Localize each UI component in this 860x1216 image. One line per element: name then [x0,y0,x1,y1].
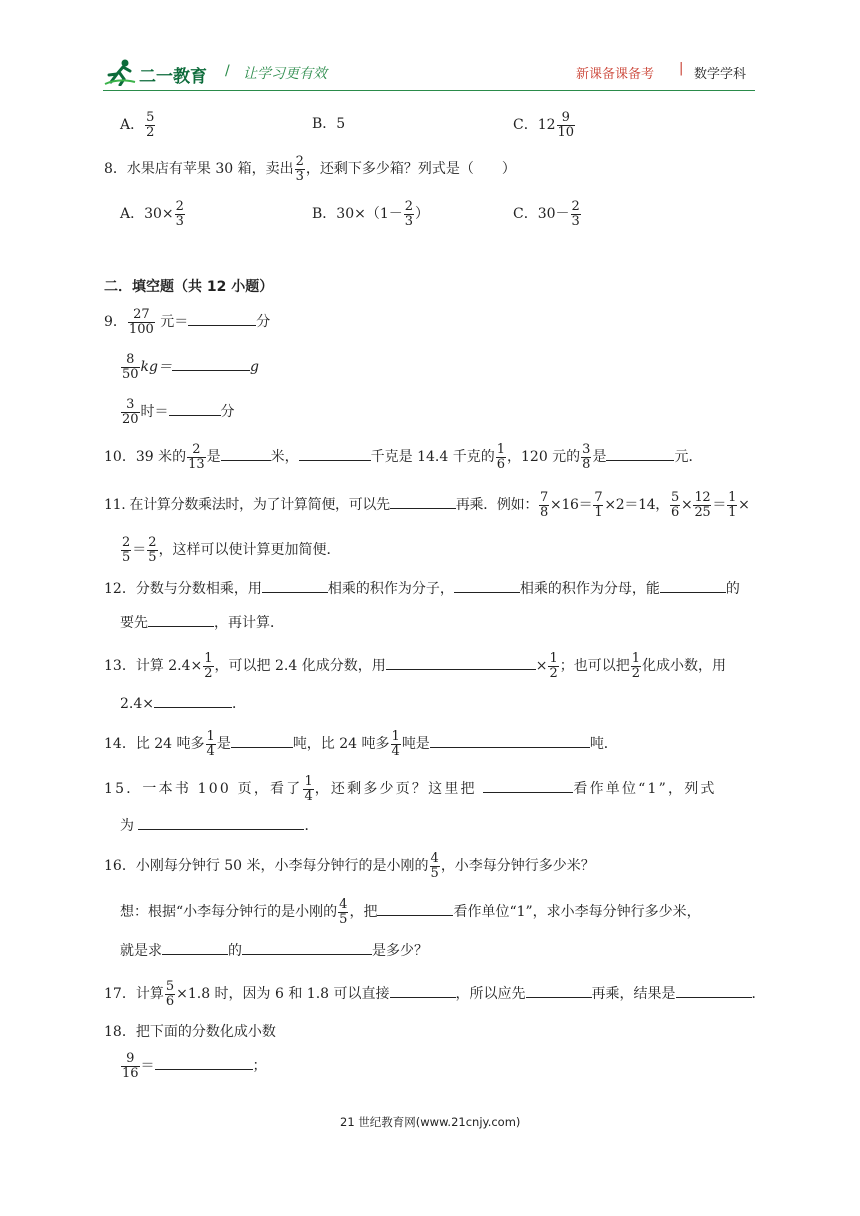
answer-blank[interactable] [221,446,271,461]
q13-line1: 13．计算 2.4× $\frac{1}{2}$ ，可以把 2.4 化成分数，用 × $\frac{1}{2}$ ；也可以把 $\frac{1}{2}$ 化成小数，用 [104,651,727,681]
q9-line1: 9． $\frac{27}{100}$ 元＝ 分 [104,307,271,337]
q12-line1: 12．分数与分数相乘，用 相乘的积作为分子， 相乘的积作为分母，能 的 [104,578,740,599]
header-separator: / [225,63,230,79]
q18-stem: 18．把下面的分数化成小数 [104,1024,276,1040]
q18-line1: $\frac{9}{16}$ ＝ ； [122,1051,267,1081]
running-figure-icon [103,58,137,86]
q11-line1: 11. 在计算分数乘法时，为了计算简便，可以先 再乘．例如： $\frac{7}{8}$ ×16＝ $\frac{7}{1}$ ×2＝14， $\frac{5}{6}$ × $\frac{12}{25}$ ＝ $\frac{1}{1}$ × [104,490,750,520]
q17: 17．计算 $\frac{5}{6}$ ×1.8 时，因为 6 和 1.8 可以直接 ，所以应先 再乘，结果是 ． [104,979,766,1009]
answer-blank[interactable] [155,1055,253,1070]
answer-blank[interactable] [162,940,228,955]
logo [103,58,213,88]
q15-line2: 为 ． [120,815,318,836]
q9-line3: $\frac{3}{20}$ 时＝ 分 [122,397,235,427]
q16-line2: 想：根据“小李每分钟行的是小刚的 $\frac{4}{5}$ ，把 看作单位“1”，求小李每分钟行多少米， [120,897,701,927]
q16-line1: 16．小刚每分钟行 50 米，小李每分钟行的是小刚的 $\frac{4}{5}$ ，小李每分钟行多少米？ [104,851,595,881]
answer-blank[interactable] [262,578,328,593]
q14: 14．比 24 吨多 $\frac{1}{4}$ 是 吨，比 24 吨多 $\frac{1}{4}$ 吨是 吨． [104,729,618,759]
answer-blank[interactable] [154,693,232,708]
answer-blank[interactable] [606,446,674,461]
q15-line1: 15．一本书 100 页，看了 $\frac{1}{4}$ ，还剩多少页？这里把 看作单位“1”，列式 [104,774,717,804]
header-right-text: 新课备课备考 [576,67,655,82]
logo-text: 二一教育 [139,67,207,87]
answer-blank[interactable] [430,733,590,748]
answer-blank[interactable] [454,578,520,593]
header-divider [103,90,755,91]
answer-blank[interactable] [377,901,453,916]
q8-option-a: A．30× $\frac{2}{3}$ [120,199,184,229]
answer-blank[interactable] [386,655,536,670]
answer-blank[interactable] [172,356,250,371]
q7-option-a: A． $\frac{5}{2}$ [120,110,155,140]
answer-blank[interactable] [188,311,256,326]
q13-line2: 2.4× ． [120,693,246,714]
answer-blank[interactable] [231,733,293,748]
q8-option-b: B．30×（1－ $\frac{2}{3}$ ） [312,199,430,229]
answer-blank[interactable] [242,940,372,955]
header-slogan: 让学习更有效 [243,66,327,82]
header-right-bar: | [679,61,684,76]
answer-blank[interactable] [483,778,573,793]
answer-blank[interactable] [660,578,726,593]
q8-stem: 8．水果店有苹果 30 箱，卖出 $\frac{2}{3}$ ，还剩下多少箱？列式是（ ） [104,154,516,184]
q11-line2: $\frac{2}{5}$ ＝ $\frac{2}{5}$ ，这样可以使计算更加简便． [122,535,341,565]
section-title: 二．填空题（共 12 小题） [104,279,274,295]
q16-line3: 就是求 的 是多少？ [120,940,428,961]
answer-blank[interactable] [526,983,592,998]
q10: 10．39 米的 $\frac{2}{13}$ 是 米， 千克是 14.4 千克的 $\frac{1}{6}$ ，120 元的 $\frac{3}{8}$ 是 元． [104,442,703,472]
answer-blank[interactable] [138,815,304,830]
q7-option-c: C．12 $\frac{9}{10}$ [513,110,575,140]
answer-blank[interactable] [390,983,456,998]
q12-line2: 要先 ，再计算． [120,612,284,633]
answer-blank[interactable] [148,612,214,627]
q9-line2: $\frac{8}{50}$ kg＝ g [122,352,259,382]
header-subject: 数学学科 [694,67,747,82]
answer-blank[interactable] [299,446,371,461]
answer-blank[interactable] [169,401,221,416]
answer-blank[interactable] [676,983,752,998]
q8-option-c: C．30－ $\frac{2}{3}$ [513,199,580,229]
answer-blank[interactable] [390,494,456,509]
footer-text: 21 世纪教育网(www.21cnjy.com) [340,1115,521,1129]
q7-option-b: B．5 [312,116,346,132]
